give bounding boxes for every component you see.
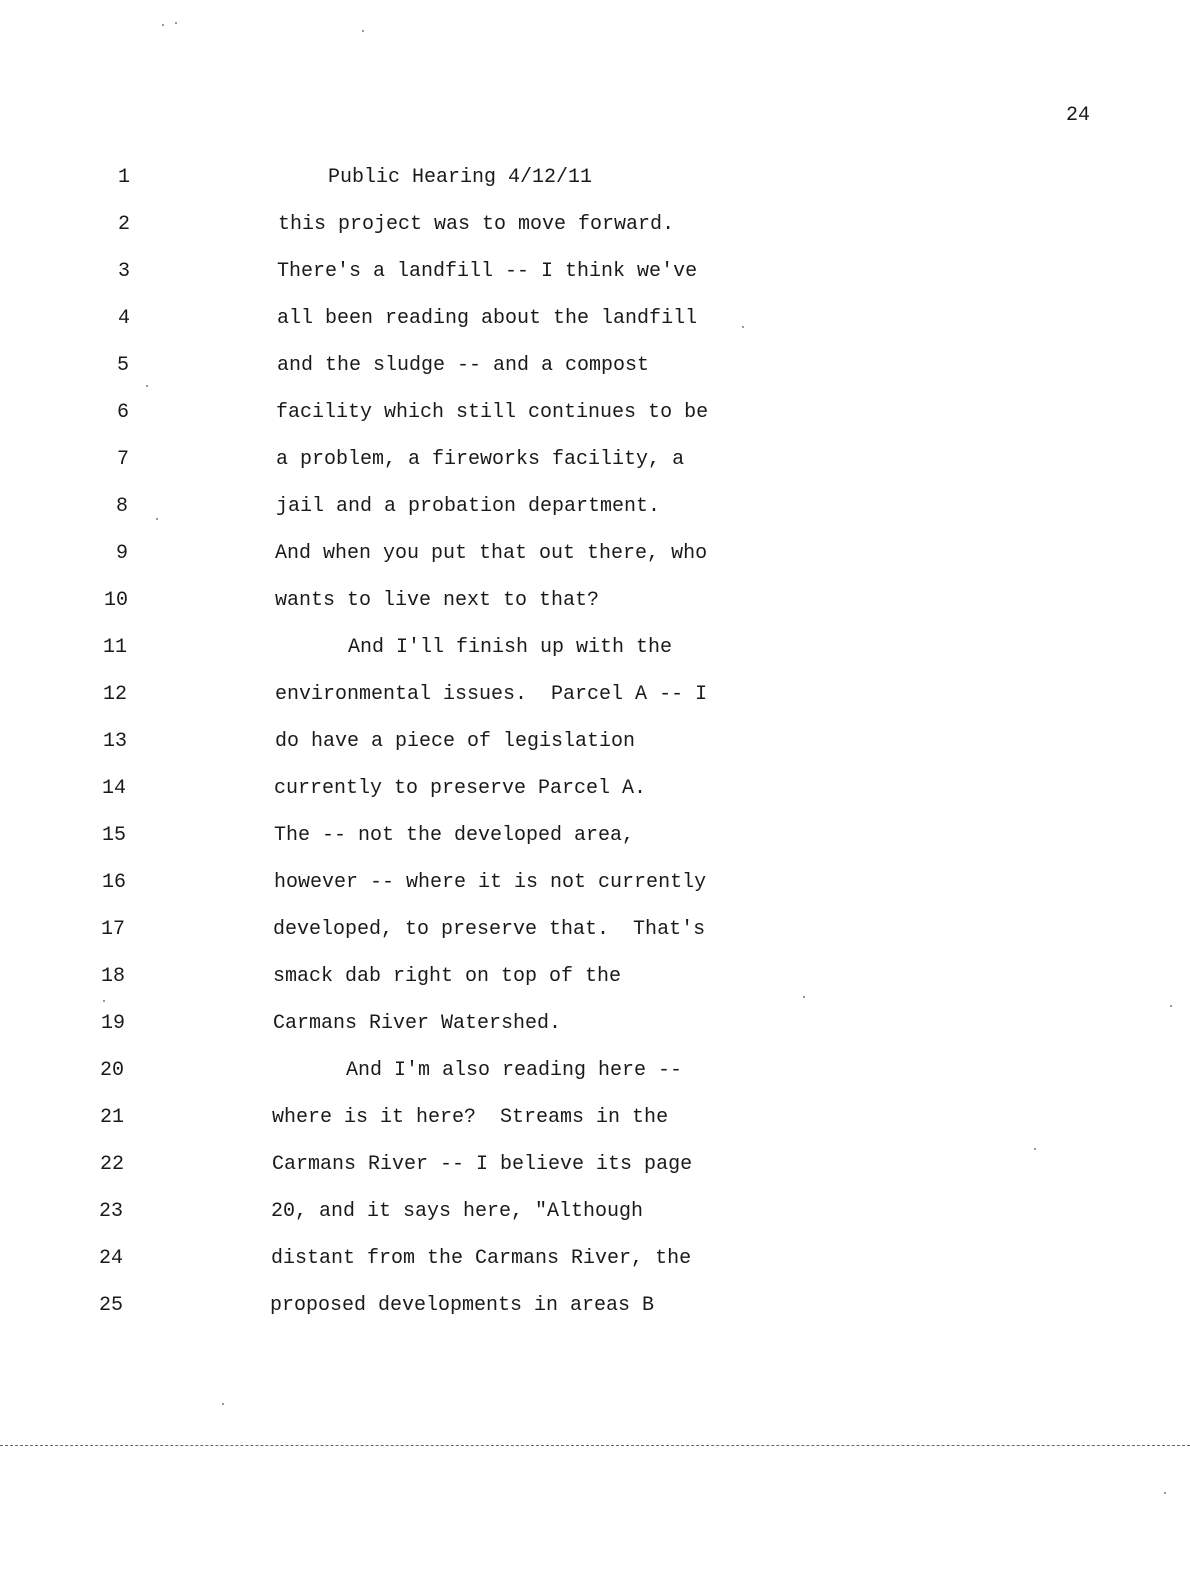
line-text: And I'm also reading here --	[346, 1059, 683, 1082]
transcript-line	[0, 445, 1190, 475]
line-number: 9	[115, 542, 128, 565]
line-number: 6	[116, 401, 129, 424]
line-number: 20	[99, 1059, 124, 1082]
transcript-line	[0, 774, 1190, 804]
scan-speck	[222, 1403, 224, 1405]
line-text: smack dab right on top of the	[273, 965, 622, 988]
transcript-line	[0, 633, 1190, 663]
line-number: 23	[98, 1200, 123, 1223]
line-text: facility which still continues to be	[276, 401, 709, 424]
line-number: 4	[117, 307, 130, 330]
transcript-line	[0, 210, 1190, 240]
transcript-line	[0, 1103, 1190, 1133]
transcript-line	[0, 304, 1190, 334]
transcript-line	[0, 962, 1190, 992]
line-number: 7	[116, 448, 129, 471]
line-number: 16	[101, 871, 126, 894]
line-number: 2	[117, 213, 130, 236]
line-text: currently to preserve Parcel A.	[274, 777, 647, 800]
scan-speck	[1164, 1492, 1166, 1494]
scan-speck	[742, 326, 744, 328]
scan-speck	[175, 22, 177, 24]
line-text: developed, to preserve that. That's	[273, 918, 706, 941]
transcript-line	[0, 257, 1190, 287]
line-number: 17	[100, 918, 125, 941]
transcript-line	[0, 351, 1190, 381]
transcript-line	[0, 1150, 1190, 1180]
line-number: 5	[116, 354, 129, 377]
transcript-line	[0, 1056, 1190, 1086]
line-text: where is it here? Streams in the	[272, 1106, 669, 1129]
line-number: 13	[102, 730, 127, 753]
page-number: 24	[1066, 104, 1091, 127]
line-number: 18	[100, 965, 125, 988]
transcript-line	[0, 1291, 1190, 1321]
line-number: 12	[102, 683, 127, 706]
line-text: There's a landfill -- I think we've	[277, 260, 698, 283]
transcript-line	[0, 915, 1190, 945]
line-text: 20, and it says here, "Although	[271, 1200, 644, 1223]
scan-speck	[1170, 1005, 1172, 1007]
line-text: Carmans River -- I believe its page	[272, 1153, 693, 1176]
scan-speck	[146, 385, 148, 387]
line-number: 14	[101, 777, 126, 800]
line-number: 15	[101, 824, 126, 847]
transcript-line	[0, 727, 1190, 757]
line-number: 24	[98, 1247, 123, 1270]
line-number: 21	[99, 1106, 124, 1129]
line-number: 19	[100, 1012, 125, 1035]
scan-speck	[1034, 1148, 1036, 1150]
line-text: do have a piece of legislation	[275, 730, 636, 753]
transcript-line	[0, 163, 1190, 193]
line-text: a problem, a fireworks facility, a	[276, 448, 685, 471]
scan-speck	[362, 30, 364, 32]
line-number: 3	[117, 260, 130, 283]
line-text: jail and a probation department.	[276, 495, 661, 518]
line-number: 10	[103, 589, 128, 612]
scan-speck	[103, 1000, 105, 1002]
transcript-line	[0, 539, 1190, 569]
transcript-line	[0, 821, 1190, 851]
transcript-line	[0, 586, 1190, 616]
line-number: 1	[117, 166, 130, 189]
line-text: Public Hearing 4/12/11	[328, 166, 593, 189]
transcript-line	[0, 1197, 1190, 1227]
line-number: 8	[115, 495, 128, 518]
line-text: And when you put that out there, who	[275, 542, 708, 565]
line-text: and the sludge -- and a compost	[277, 354, 650, 377]
line-number: 11	[102, 636, 127, 659]
transcript-line	[0, 1009, 1190, 1039]
scan-speck	[803, 996, 805, 998]
line-number: 25	[98, 1294, 123, 1317]
line-text: this project was to move forward.	[278, 213, 675, 236]
transcript-line	[0, 398, 1190, 428]
line-text: proposed developments in areas B	[270, 1294, 655, 1317]
line-text: And I'll finish up with the	[348, 636, 673, 659]
line-text: all been reading about the landfill	[277, 307, 698, 330]
line-text: wants to live next to that?	[275, 589, 600, 612]
line-number: 22	[99, 1153, 124, 1176]
line-text: The -- not the developed area,	[274, 824, 635, 847]
transcript-line	[0, 1244, 1190, 1274]
scan-speck	[156, 518, 158, 520]
transcript-line	[0, 680, 1190, 710]
transcript-line	[0, 868, 1190, 898]
line-text: environmental issues. Parcel A -- I	[275, 683, 708, 706]
transcript-line	[0, 492, 1190, 522]
scan-speck	[162, 24, 164, 26]
line-text: distant from the Carmans River, the	[271, 1247, 692, 1270]
line-text: however -- where it is not currently	[274, 871, 707, 894]
line-text: Carmans River Watershed.	[273, 1012, 562, 1035]
footer-rule	[0, 1445, 1190, 1446]
